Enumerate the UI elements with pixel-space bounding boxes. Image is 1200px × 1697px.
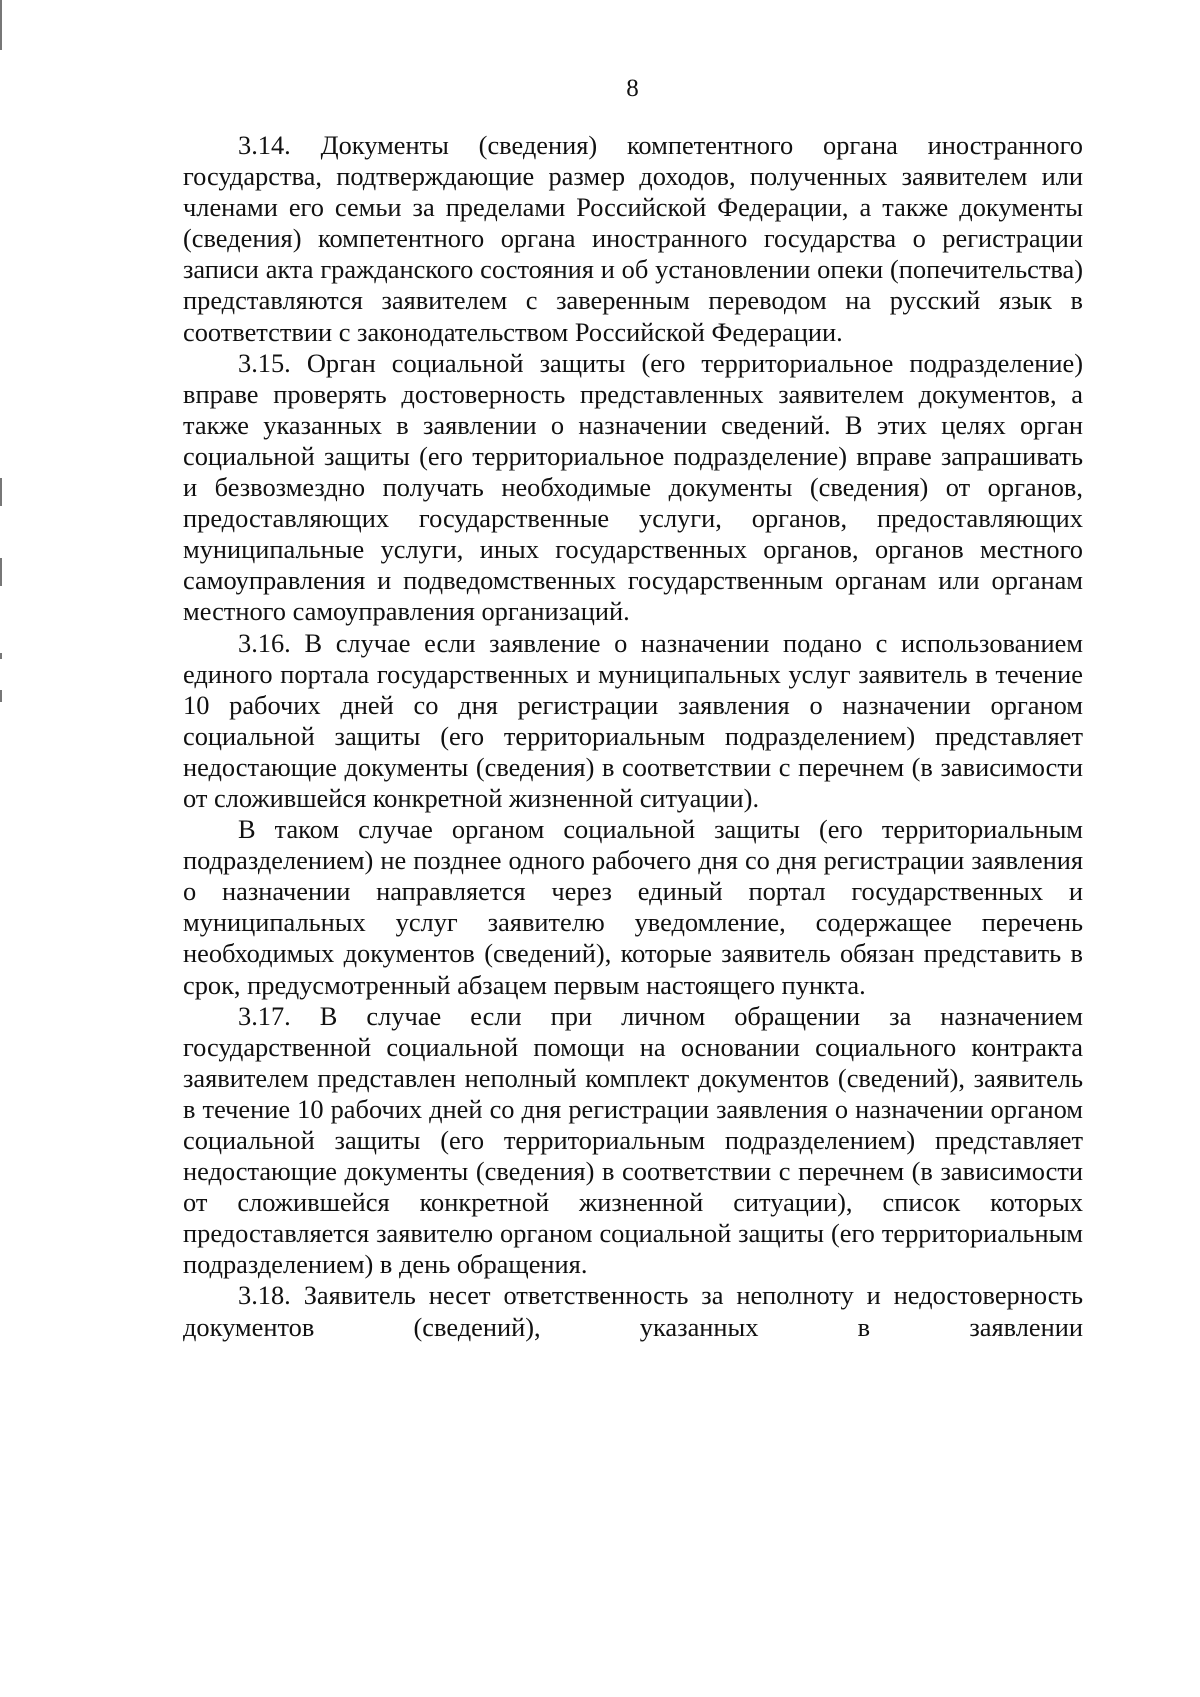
paragraph-3-16: 3.16. В случае если заявление о назначении подано с использованием единого портала государственных и муниципальных услуг заявитель в течение 10 рабочих дней со дня регистрации заявления о назначении органом социальной защиты (его территориальным подразделением) представляет недостающие документы (сведения) в соответствии с перечнем (в зависимости от сложившейся конкретной жизненной ситуации). xyxy=(183,627,1083,813)
paragraph-3-17: 3.17. В случае если при личном обращении за назначением государственной социальной помощи на основании социального контракта заявителем представлен неполный комплект документов (сведений), заявитель в течение 10 рабочих дней со дня регистрации заявления о назначении органом социальной защиты (его территориальным подразделением) представляет недостающие документы (сведения) в соответствии с перечнем (в зависимости от сложившейся конкретной жизненной ситуации), список которых предоставляется заявителю органом социальной защиты (его территориальным подразделением) в день обращения. xyxy=(183,1000,1083,1280)
paragraph-3-14: 3.14. Документы (сведения) компетентного органа иностранного государства, подтверждающие размер доходов, полученных заявителем или членами его семьи за пределами Российской Федерации, а также документы (сведения) компетентного органа иностранного государства о регистрации записи акта гражданского состояния и об установлении опеки (попечительства) представляются заявителем с заверенным переводом на русский язык в соответствии с законодательством Российской Федерации. xyxy=(183,130,1083,347)
scan-edge-mark xyxy=(0,478,2,506)
paragraph-3-16-continued: В таком случае органом социальной защиты (его территориальным подразделением) не позднее одного рабочего дня со дня регистрации заявления о назначении направляется через единый портал государственных и муниципальных услуг заявителю уведомление, содержащее перечень необходимых документов (сведений), которые заявитель обязан представить в срок, предусмотренный абзацем первым настоящего пункта. xyxy=(183,814,1083,1000)
scan-edge-mark xyxy=(0,690,2,702)
page-number: 8 xyxy=(626,75,639,102)
scan-edge-mark xyxy=(0,0,2,50)
scan-edge-mark xyxy=(0,653,2,659)
scan-edge-mark xyxy=(0,558,2,586)
document-body xyxy=(183,130,1083,1343)
paragraph-3-15: 3.15. Орган социальной защиты (его территориальное подразделение) вправе проверять достоверность представленных заявителем документов, а также указанных в заявлении о назначении сведений. В этих целях орган социальной защиты (его территориальное подразделение) вправе запрашивать и безвозмездно получать необходимые документы (сведения) от органов, предоставляющих государственные услуги, органов, предоставляющих муниципальные услуги, иных государственных органов, органов местного самоуправления и подведомственных государственным органам или органам местного самоуправления организаций. xyxy=(183,347,1083,627)
paragraph-3-18: 3.18. Заявитель несет ответственность за неполноту и недостоверность документов (сведений), указанных в заявлении xyxy=(183,1280,1083,1342)
